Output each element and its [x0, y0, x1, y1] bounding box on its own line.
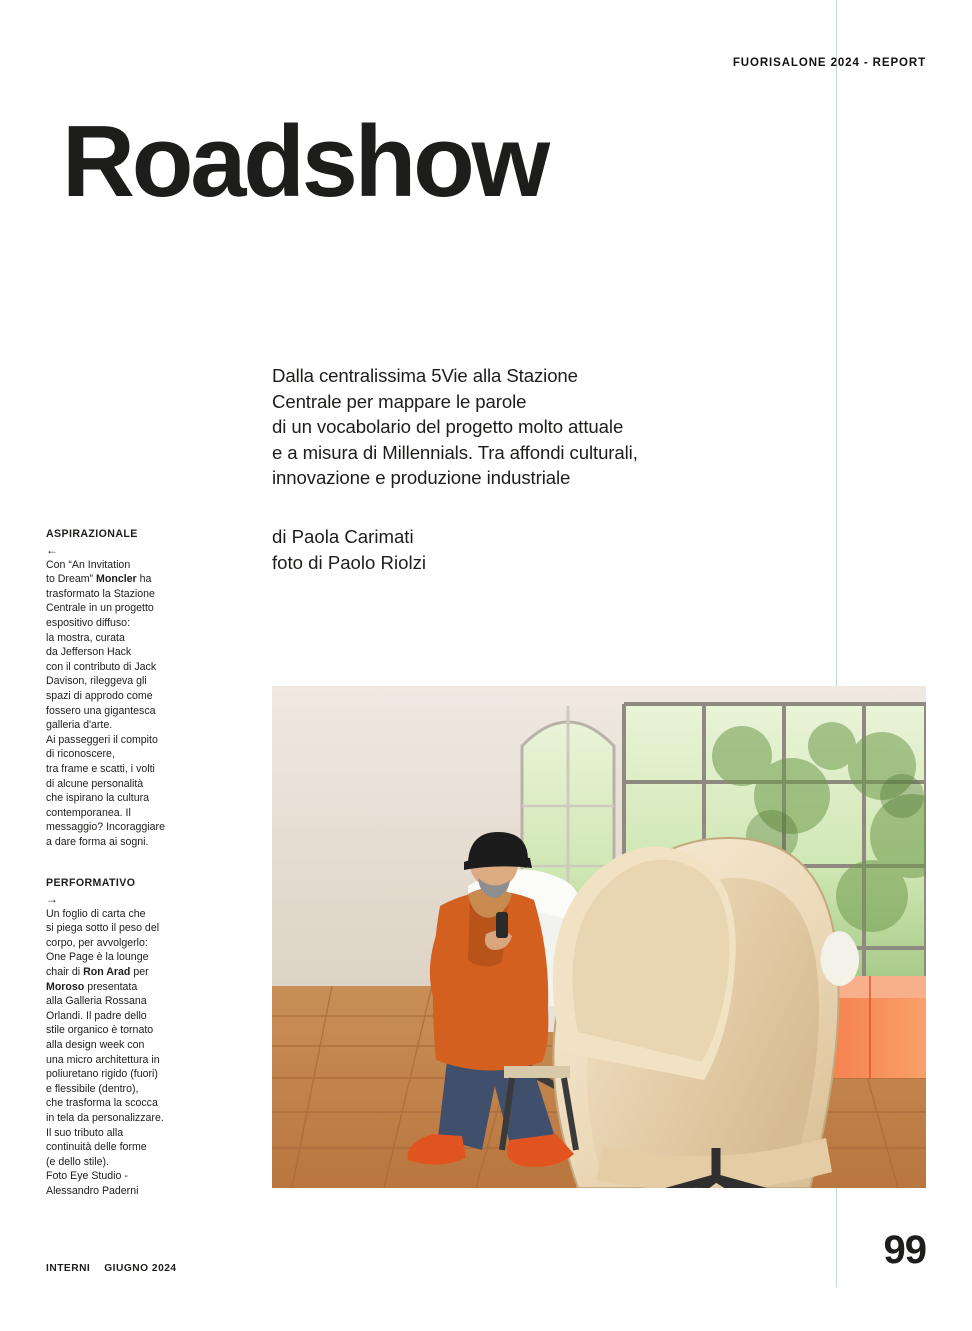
arrow-right-icon: →: [46, 891, 58, 906]
standfirst-line-2: Centrale per mappare le parole: [272, 390, 527, 412]
article-photo: [272, 686, 926, 1188]
byline-author: di Paola Carimati: [272, 526, 414, 547]
caption-title: PERFORMATIVO: [46, 877, 136, 889]
caption-performativo: [46, 876, 206, 1198]
page-number: 99: [883, 1228, 926, 1272]
standfirst-line-3: di un vocabolario del progetto molto attuale: [272, 416, 624, 438]
running-head: FUORISALONE 2024 - REPORT: [732, 57, 926, 69]
colophon-issue: GIUGNO 2024: [104, 1263, 177, 1274]
colophon: [46, 1263, 191, 1274]
caption-body: Un foglio di carta che si piega sotto il peso del corpo, per avvolgerlo: One Page è la lounge chair di Ron Arad per Moroso presentata alla Galleria Rossana Orlandi. Il padre dello stile organico è tornato alla design week con una micro architettura in poliuretano rigido (fuori) e flessibile (dentro), che trasforma la scocca in tela da personalizzare. Il suo tributo alla continuità delle forme (e dello stile). Foto Eye Studio - Alessandro Paderni: [46, 907, 164, 1197]
byline: [272, 524, 426, 575]
colophon-magazine: INTERNI: [46, 1263, 91, 1274]
arrow-left-icon: ←: [46, 542, 58, 557]
standfirst-line-4: e a misura di Millennials. Tra affondi culturali,: [272, 441, 638, 463]
caption-body: Con “An Invitation to Dream” Moncler ha trasformato la Stazione Centrale in un progetto espositivo diffuso: la mostra, curata da Jefferson Hack con il contributo di Jack Davison, rileggeva gli spazi di approdo come fossero una gigantesca galleria d'arte. Ai passeggeri il compito di riconoscere, tra frame e scatti, i volti di alcune personalità che ispirano la cultura contemporanea. Il messaggio? Incoraggiare a dare forma ai sogni.: [46, 558, 165, 848]
standfirst-line-1: Dalla centralissima 5Vie alla Stazione: [272, 365, 578, 386]
caption-aspirazionale: [46, 527, 206, 849]
standfirst: [272, 363, 742, 491]
standfirst-line-5: innovazione e produzione industriale: [272, 467, 571, 489]
caption-title: ASPIRAZIONALE: [46, 528, 138, 540]
byline-photographer: foto di Paolo Riolzi: [272, 551, 426, 573]
page-title: Roadshow: [62, 106, 548, 218]
